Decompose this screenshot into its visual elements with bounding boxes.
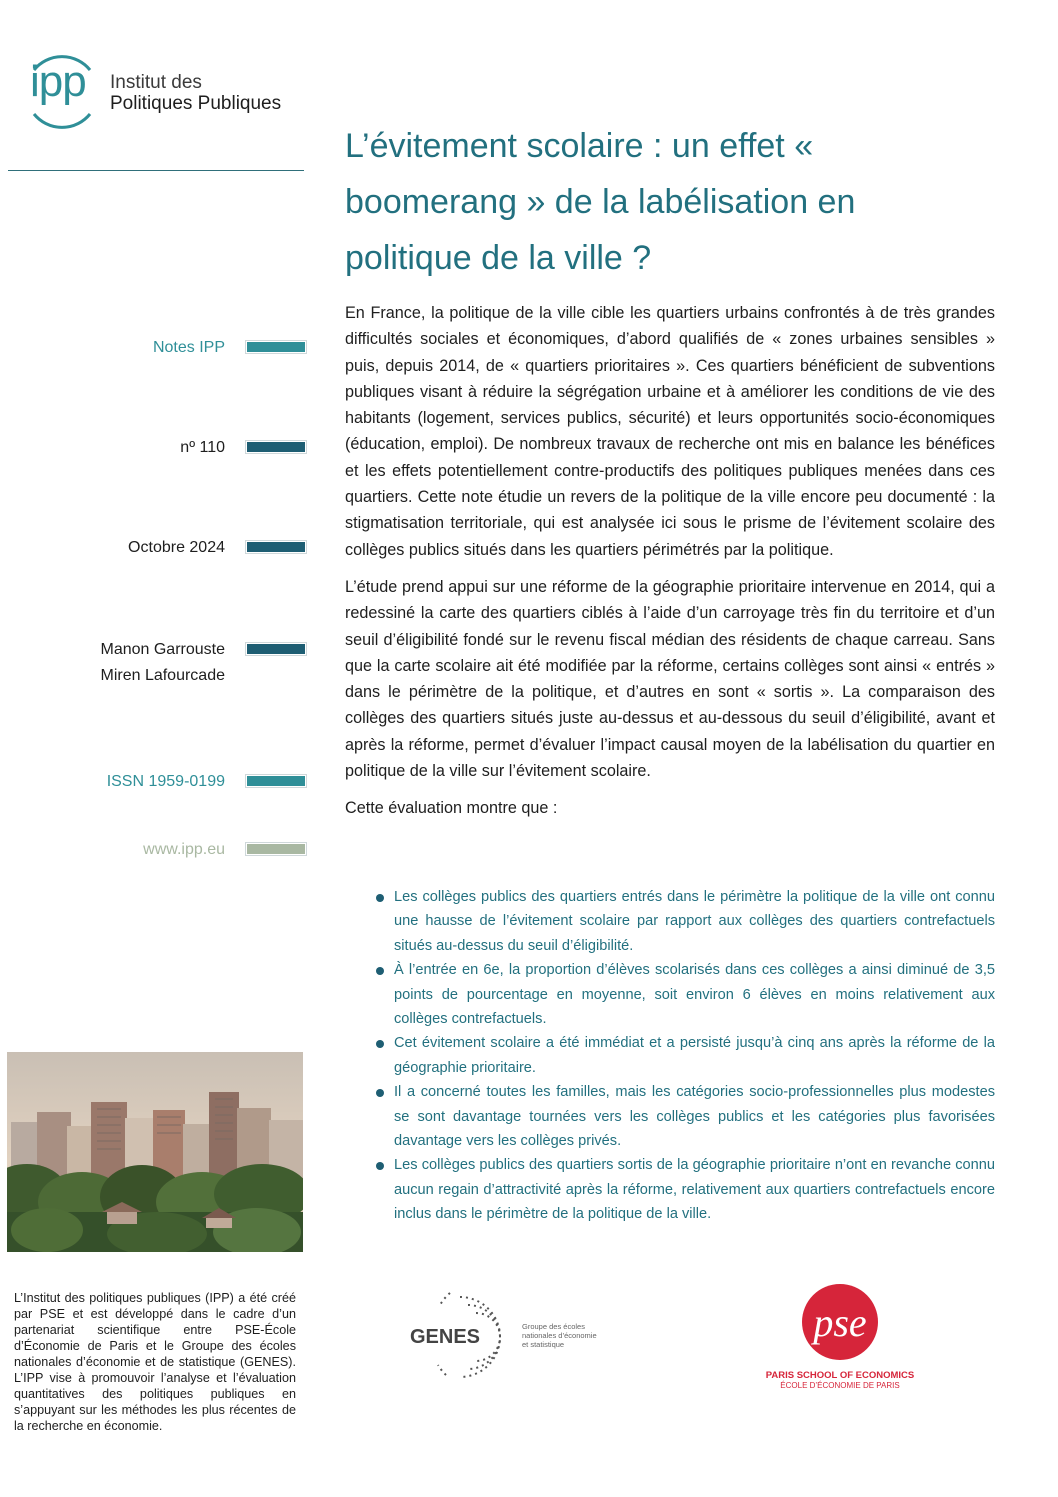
list-item-text: Il a concerné toutes les familles, mais les catégories socio-professionnelles plus modestes se sont davantage tournées vers les collèges publics et les catégories plus favorisées davantage vers les collèges privés. (394, 1084, 995, 1150)
list-item (376, 1031, 995, 1080)
publication-date-bar (246, 541, 306, 553)
list-item (376, 885, 995, 958)
authors-bar (246, 643, 306, 655)
abstract-paragraph: En France, la politique de la ville cible les quartiers urbains confrontés à de très grandes difficultés sociales et économiques, d’abord qualifiés de « zones urbaines sensibles » puis, depuis 2014, de « quartiers prioritaires ». Ces quartiers bénéficient de subventions publiques visant à réduire la ségrégation urbaine et à améliorer les conditions de vie des habitants (logement, services publics, sécurité) et leurs opportunités socio-économiques (éducation, emploi). De nombreux travaux de recherche ont mis en balance les bénéfices et les effets potentiellement contre-productifs des politiques publiques menées dans ces quartiers. Cette note étudie un revers de la politique de la ville encore peu documenté : la stigmatisation territoriale, qui est analysée ici sous le prisme de l’évitement scolaire des collèges publics situés dans les quartiers périmétrés par la politique. (345, 304, 995, 559)
key-findings-list (376, 885, 995, 1227)
bullet-icon (376, 1089, 384, 1097)
pse-logo[interactable] (760, 1280, 920, 1395)
list-item-text: Les collèges publics des quartiers entrés dans le périmètre la politique de la ville ont connu une hausse de l’évitement scolaire par rapport aux collèges des quartiers contrefactuels situés au-dessus du seuil d’éligibilité. (394, 889, 995, 954)
bullet-icon (376, 894, 384, 902)
issue-number-bar (246, 441, 306, 453)
author-name: Manon Garrouste (100, 641, 225, 658)
genes-tagline: Groupe des écoles nationales d’économie et statistique (522, 1322, 597, 1349)
list-item (376, 1153, 995, 1226)
list-item-text: Les collèges publics des quartiers sortis de la géographie prioritaire n’ont en revanche connu aucun regain d’attractivité après la réforme, relativement aux quartiers contrefactuels encore inclus dans le périmètre de la politique de la ville. (394, 1157, 995, 1223)
list-item (376, 1080, 995, 1153)
cover-photo (7, 1052, 303, 1252)
page-title: L’évitement scolaire : un effet « boomerang » de la labélisation en politique de la ville ? (345, 127, 856, 277)
ipp-logo[interactable]: ipp (30, 57, 86, 106)
genes-wordmark: GENES (410, 1326, 481, 1348)
authors (100, 637, 225, 689)
bullet-icon (376, 1040, 384, 1048)
list-item (376, 958, 995, 1031)
list-item-text: Cet évitement scolaire a été immédiat et a persisté jusqu’à cinq ans après la réforme de la géographie prioritaire. (394, 1035, 995, 1076)
institute-description: L’Institut des politiques publiques (IPP) a été créé par PSE et est développé dans le cadre d’un partenariat scientifique entre PSE-École d’Économie de Paris et le Groupe des écoles nationales d’économie et de statistique (GENES). L’IPP vise à promouvoir l’analyse et l’évaluation quantitatives des politiques publiques en s’appuyant sur les méthodes les plus récentes de la recherche en économie. (14, 1291, 296, 1433)
genes-logo[interactable] (400, 1285, 620, 1385)
website-bar (246, 843, 306, 855)
issn: ISSN 1959-0199 (106, 773, 225, 790)
website-link[interactable]: www.ipp.eu (143, 841, 225, 858)
abstract (345, 300, 995, 833)
bullet-icon (376, 1162, 384, 1170)
logo-text-line1: Institut des (110, 72, 202, 93)
issue-number: nº 110 (180, 439, 225, 456)
header-divider (8, 170, 304, 171)
abstract-paragraph: L’étude prend appui sur une réforme de la géographie prioritaire intervenue en 2014, qui a redessiné la carte des quartiers ciblés à l’aide d’un carroyage très fin du territoire et d’un seuil d’éligibilité fondé sur le revenu fiscal médian des résidents de chaque carreau. Sans que la carte scolaire ait été modifiée par la réforme, certains collèges sont ainsi « entrés » dans le périmètre de la politique, et d’autres en sont « sortis ». La comparaison des collèges des quartiers situés juste au-dessus et au-dessous du seuil d’éligibilité, avant et après la réforme, permet d’évaluer l’impact causal moyen de la labélisation du quartier en politique de la ville sur l’évitement scolaire. (345, 577, 995, 781)
abstract-intro: Cette évaluation montre que : (345, 799, 558, 818)
publication-date: Octobre 2024 (128, 539, 225, 556)
list-item-text: À l’entrée en 6e, la proportion d’élèves scolarisés dans ces collèges a ainsi diminué de 3,5 points de pourcentage en moyenne, soit environ 6 élèves en moins relativement aux collèges contrefactuels. (394, 962, 995, 1028)
series-label: Notes IPP (152, 339, 225, 356)
logo-text-line2: Politiques Publiques (110, 93, 282, 114)
pse-name: PARIS SCHOOL OF ECONOMICS (765, 1370, 915, 1381)
pse-mark: pse (813, 1300, 867, 1345)
pse-name-fr: ÉCOLE D’ÉCONOMIE DE PARIS (780, 1381, 900, 1390)
issn-bar (246, 775, 306, 787)
author-name: Miren Lafourcade (100, 667, 225, 684)
bullet-icon (376, 967, 384, 975)
series-bar (246, 341, 306, 353)
